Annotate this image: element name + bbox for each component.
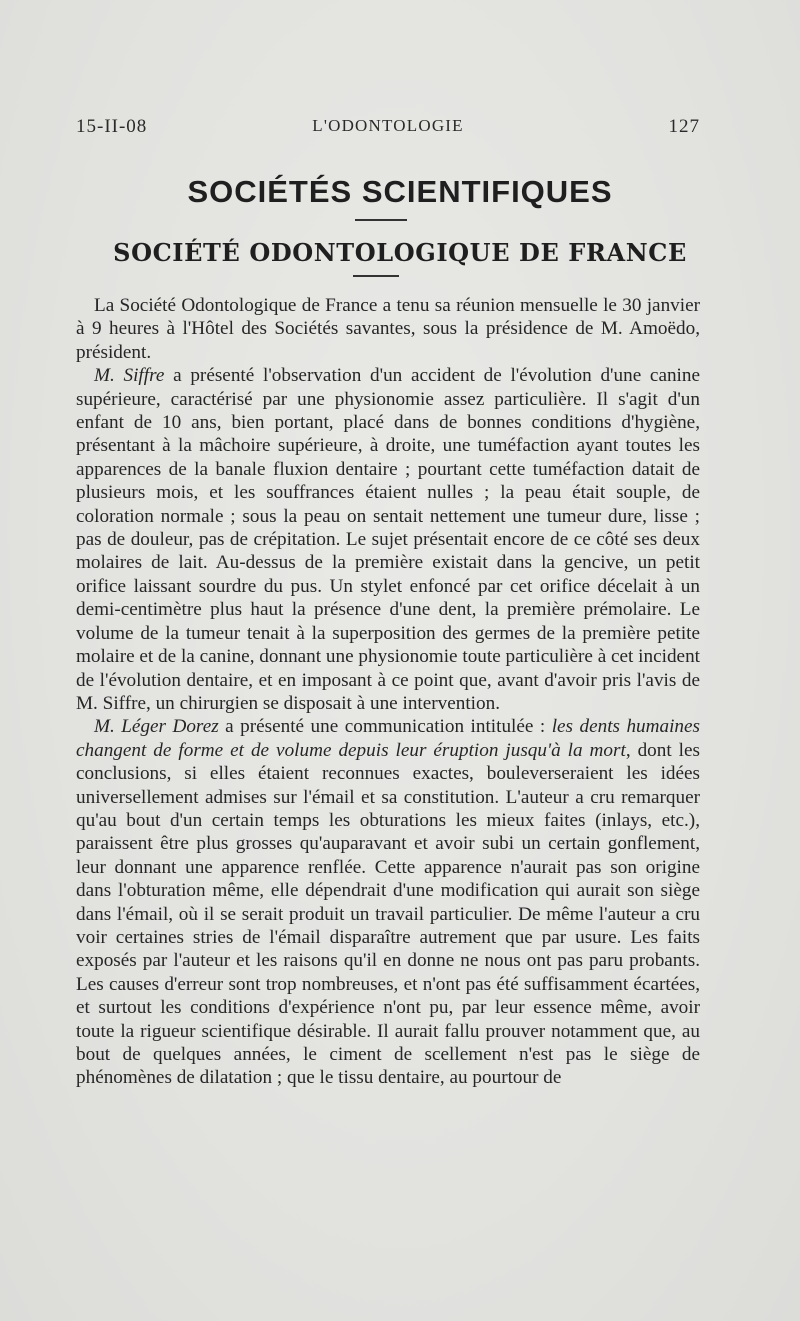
paragraph-text: a présenté une communication intitulée : [218, 716, 552, 738]
title-divider [355, 219, 407, 221]
speaker-name: M. Léger Dorez [94, 716, 219, 738]
communication-title: les dents humaines changent de forme et de volume depuis leur éruption jusqu'à la mort [76, 716, 701, 761]
journal-title: L'ODONTOLOGIE [312, 116, 464, 135]
page-number: 127 [668, 116, 700, 137]
issue-date: 15-II-08 [76, 116, 148, 137]
paragraph-meeting: La Société Odontologique de France a tenu sa réunion mensuelle le 30 janvier à 9 heures à l'Hôtel des Sociétés savantes, sous la présidence de M. Amoëdo, président. [76, 295, 700, 363]
subtitle-divider [353, 275, 399, 277]
section-title: SOCIÉTÉS SCIENTIFIQUES [187, 174, 613, 209]
paragraph-text: , dont les conclusions, si elles étaient reconnues exactes, bouleverseraient les idées universellement admises sur l'émail et sa constitution. L'auteur a cru remarquer qu'au bout d'un certain temps les obturations les mieux faites (inlays, etc.), paraissent être plus grosses qu'auparavant et avoir subi un certain gonflement, leur donnant une apparence renflée. Cette apparence n'aurait pas son origine dans l'obturation même, elle dépendrait d'une modification qui aurait son siège dans l'émail, où il se serait produit un travail particulier. De même l'auteur a cru voir certaines stries de l'émail disparaître autrement que par usure. Les faits exposés par l'auteur et les raisons qu'il en donne ne nous ont pas paru probants. Les causes d'erreur sont trop nombreuses, et n'ont pas été suffisamment écartées, et surtout les conditions d'expérience n'ont pu, par leur essence même, avoir toute la rigueur scientifique désirable. Il aurait fallu prouver notamment que, au bout de quelques années, le ciment de scellement n'est pas le siège de phénomènes de dilatation ; que le tissu dentaire, au pourtour de [76, 739, 700, 1089]
paragraph-text: a présenté l'observation d'un accident de l'évolution d'une canine supérieure, caractérisé par une physionomie assez particulière. Il s'agit d'un enfant de 10 ans, bien portant, placé dans de bonnes conditions d'hygiène, présentant à la mâchoire supérieure, à droite, une tuméfaction ayant toutes les apparences de la banale fluxion dentaire ; pourtant cette tuméfaction datait de plusieurs mois, et les souffrances étaient nulles ; la peau était souple, de coloration normale ; sous la peau on sentait nettement une tumeur dure, lisse ; pas de douleur, pas de crépitation. Le sujet présentait encore de ce côté ses deux molaires de lait. Au-dessus de la première existait dans la gencive, un petit orifice laissant sourdre du pus. Un stylet enfoncé par cet orifice décelait à un demi-centimètre plus haut la présence d'une dent, la première prémolaire. Le volume de la tumeur tenait à la superposition des germes de la première petite molaire et de la canine, donnant une physionomie toute particulière à cet incident de l'évolution dentaire, et en imposant à ce point que, avant d'avoir pris l'avis de M. Siffre, un chirurgien se disposait à une intervention. [76, 365, 700, 714]
running-head [76, 116, 700, 144]
paragraph-siffre [76, 364, 700, 715]
article-body [76, 294, 700, 1090]
society-title: SOCIÉTÉ ODONTOLOGIQUE DE FRANCE [113, 238, 687, 267]
paragraph-dorez [76, 715, 700, 1090]
speaker-name: M. Siffre [94, 365, 165, 387]
